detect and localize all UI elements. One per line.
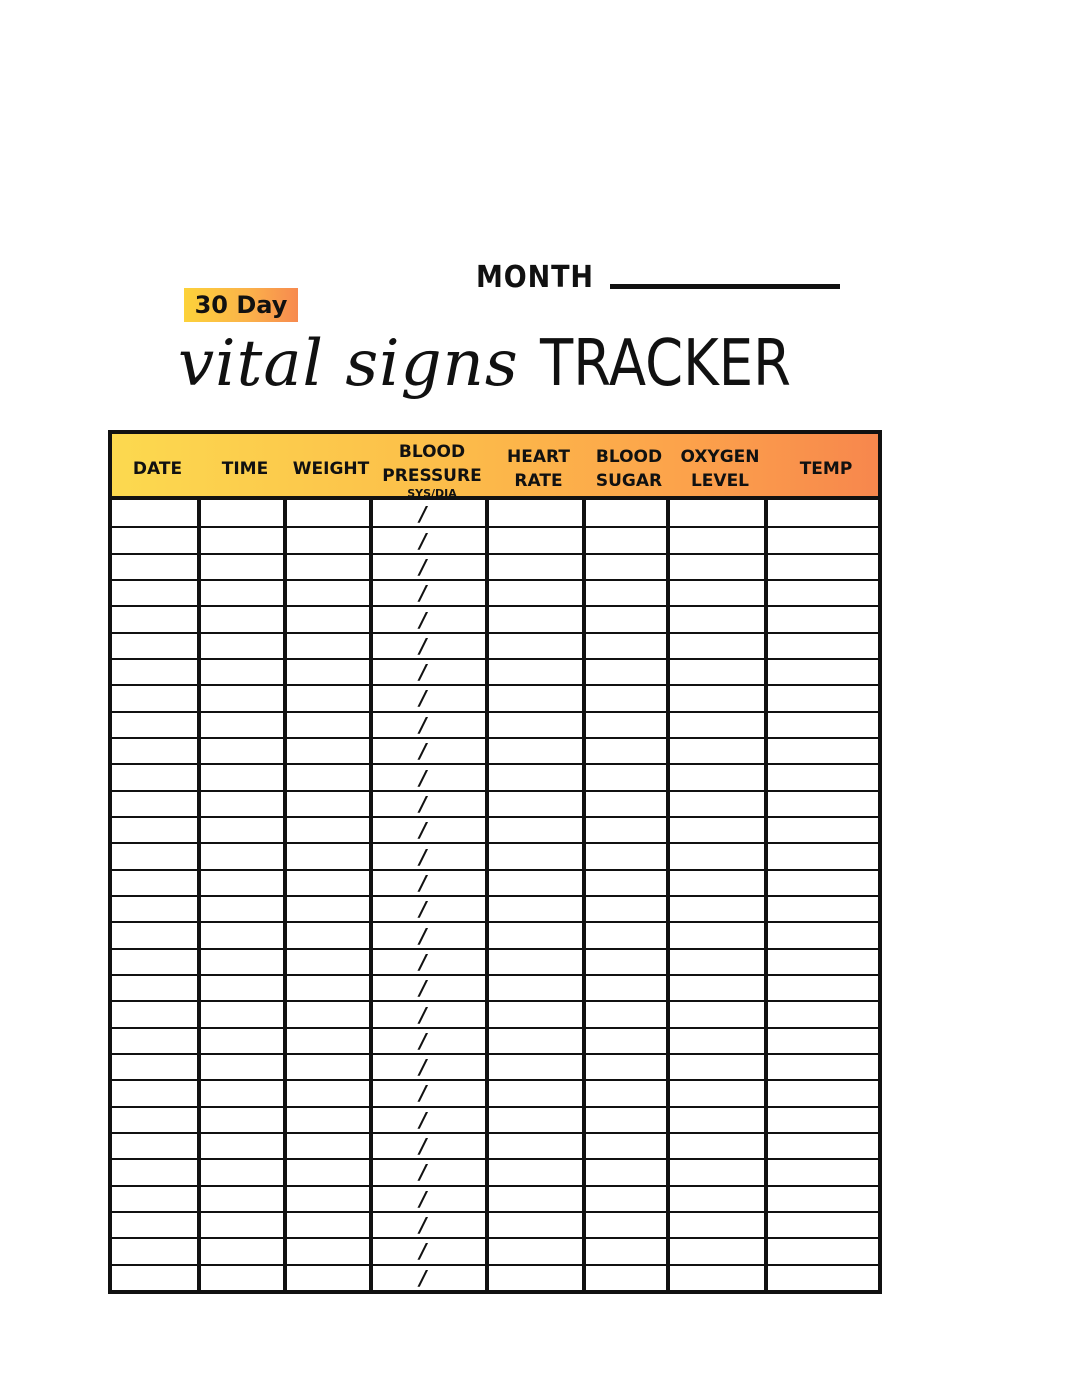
row-divider — [108, 1264, 882, 1266]
bp-separator: / — [419, 897, 427, 921]
row-divider — [108, 1185, 882, 1187]
row-divider — [108, 1027, 882, 1029]
bp-separator: / — [419, 502, 427, 526]
column-divider — [582, 500, 586, 1294]
bp-separator: / — [419, 924, 427, 948]
bp-separator: / — [419, 1029, 427, 1053]
header-label-heart-rate-2: RATE — [514, 471, 563, 491]
header-label-oxygen-level-2: LEVEL — [690, 471, 750, 491]
bp-separator: / — [419, 713, 427, 737]
header-cell-date — [114, 438, 201, 500]
header-label-weight-1: WEIGHT — [292, 459, 370, 479]
bp-separator: / — [419, 1081, 427, 1105]
bp-separator: / — [419, 1187, 427, 1211]
bp-separator: / — [419, 1003, 427, 1027]
header-cell-blood-sugar — [588, 438, 670, 500]
header-label-blood-sugar-2: SUGAR — [595, 471, 663, 491]
bp-separator: / — [419, 1160, 427, 1184]
header-label-blood-pressure-1: BLOOD — [398, 442, 466, 462]
row-divider — [108, 684, 882, 686]
row-divider — [108, 579, 882, 581]
bp-separator: / — [419, 1213, 427, 1237]
header-label-oxygen-level-1: OXYGEN — [680, 447, 760, 467]
header-label-blood-sugar-1: BLOOD — [595, 447, 663, 467]
row-divider — [108, 1158, 882, 1160]
row-divider — [108, 1000, 882, 1002]
row-divider — [108, 1053, 882, 1055]
page-title — [178, 326, 835, 402]
header-cell-heart-rate — [491, 438, 586, 500]
row-divider — [108, 553, 882, 555]
bp-separator: / — [419, 1108, 427, 1132]
bp-separator: / — [419, 634, 427, 658]
column-divider — [666, 500, 670, 1294]
row-divider — [108, 1079, 882, 1081]
bp-separator: / — [419, 792, 427, 816]
bp-separator: / — [419, 950, 427, 974]
column-divider — [764, 500, 768, 1294]
month-label: MONTH — [476, 260, 594, 295]
header-label-time-1: TIME — [221, 459, 269, 479]
bp-separator: / — [419, 871, 427, 895]
row-divider — [108, 711, 882, 713]
row-divider — [108, 816, 882, 818]
row-divider — [108, 869, 882, 871]
row-divider — [108, 1211, 882, 1213]
row-divider — [108, 842, 882, 844]
header-cell-oxygen-level — [672, 438, 768, 500]
page-title-main: vital signs — [178, 327, 540, 401]
row-divider — [108, 948, 882, 950]
bp-separator: / — [419, 1134, 427, 1158]
bp-separator: / — [419, 766, 427, 790]
header-label-heart-rate-1: HEART — [507, 447, 570, 467]
header-label-date-1: DATE — [132, 459, 183, 479]
bp-separator: / — [419, 555, 427, 579]
row-divider — [108, 921, 882, 923]
row-divider — [108, 632, 882, 634]
row-divider — [108, 526, 882, 528]
table-header — [108, 430, 882, 500]
bp-separator: / — [419, 581, 427, 605]
day-count-badge: 30 Day — [184, 288, 298, 322]
row-divider — [108, 1132, 882, 1134]
vital-signs-table — [108, 430, 882, 1296]
row-divider — [108, 1237, 882, 1239]
column-divider — [283, 500, 287, 1294]
column-divider — [197, 500, 201, 1294]
bp-separator: / — [419, 818, 427, 842]
bp-separator: / — [419, 660, 427, 684]
bp-separator: / — [419, 608, 427, 632]
row-divider — [108, 763, 882, 765]
bp-separator: / — [419, 529, 427, 553]
column-divider — [878, 500, 882, 1294]
bp-separator: / — [419, 1239, 427, 1263]
header-label-temp-1: TEMP — [799, 459, 853, 479]
table-body — [108, 500, 882, 1296]
column-divider — [108, 500, 112, 1294]
table-bottom-border — [108, 1290, 882, 1294]
row-divider — [108, 737, 882, 739]
row-divider — [108, 974, 882, 976]
header-label-blood-pressure-2: PRESSURE — [382, 466, 482, 486]
bp-separator: / — [419, 739, 427, 763]
bp-separator: / — [419, 1266, 427, 1290]
row-divider — [108, 605, 882, 607]
bp-separator: / — [419, 686, 427, 710]
row-divider — [108, 895, 882, 897]
row-divider — [108, 1106, 882, 1108]
header-cell-temp — [770, 438, 882, 500]
column-divider — [369, 500, 373, 1294]
header-cell-blood-pressure — [375, 438, 489, 502]
header-cell-time — [203, 438, 287, 500]
column-divider — [485, 500, 489, 1294]
header-sublabel-blood-pressure: SYS/DIA — [407, 487, 457, 500]
header-cell-weight — [289, 438, 373, 500]
row-divider — [108, 658, 882, 660]
bp-separator: / — [419, 976, 427, 1000]
month-underline — [610, 284, 840, 289]
bp-separator: / — [419, 1055, 427, 1079]
bp-separator: / — [419, 845, 427, 869]
page-title-caps: TRACKER — [540, 327, 791, 401]
row-divider — [108, 790, 882, 792]
